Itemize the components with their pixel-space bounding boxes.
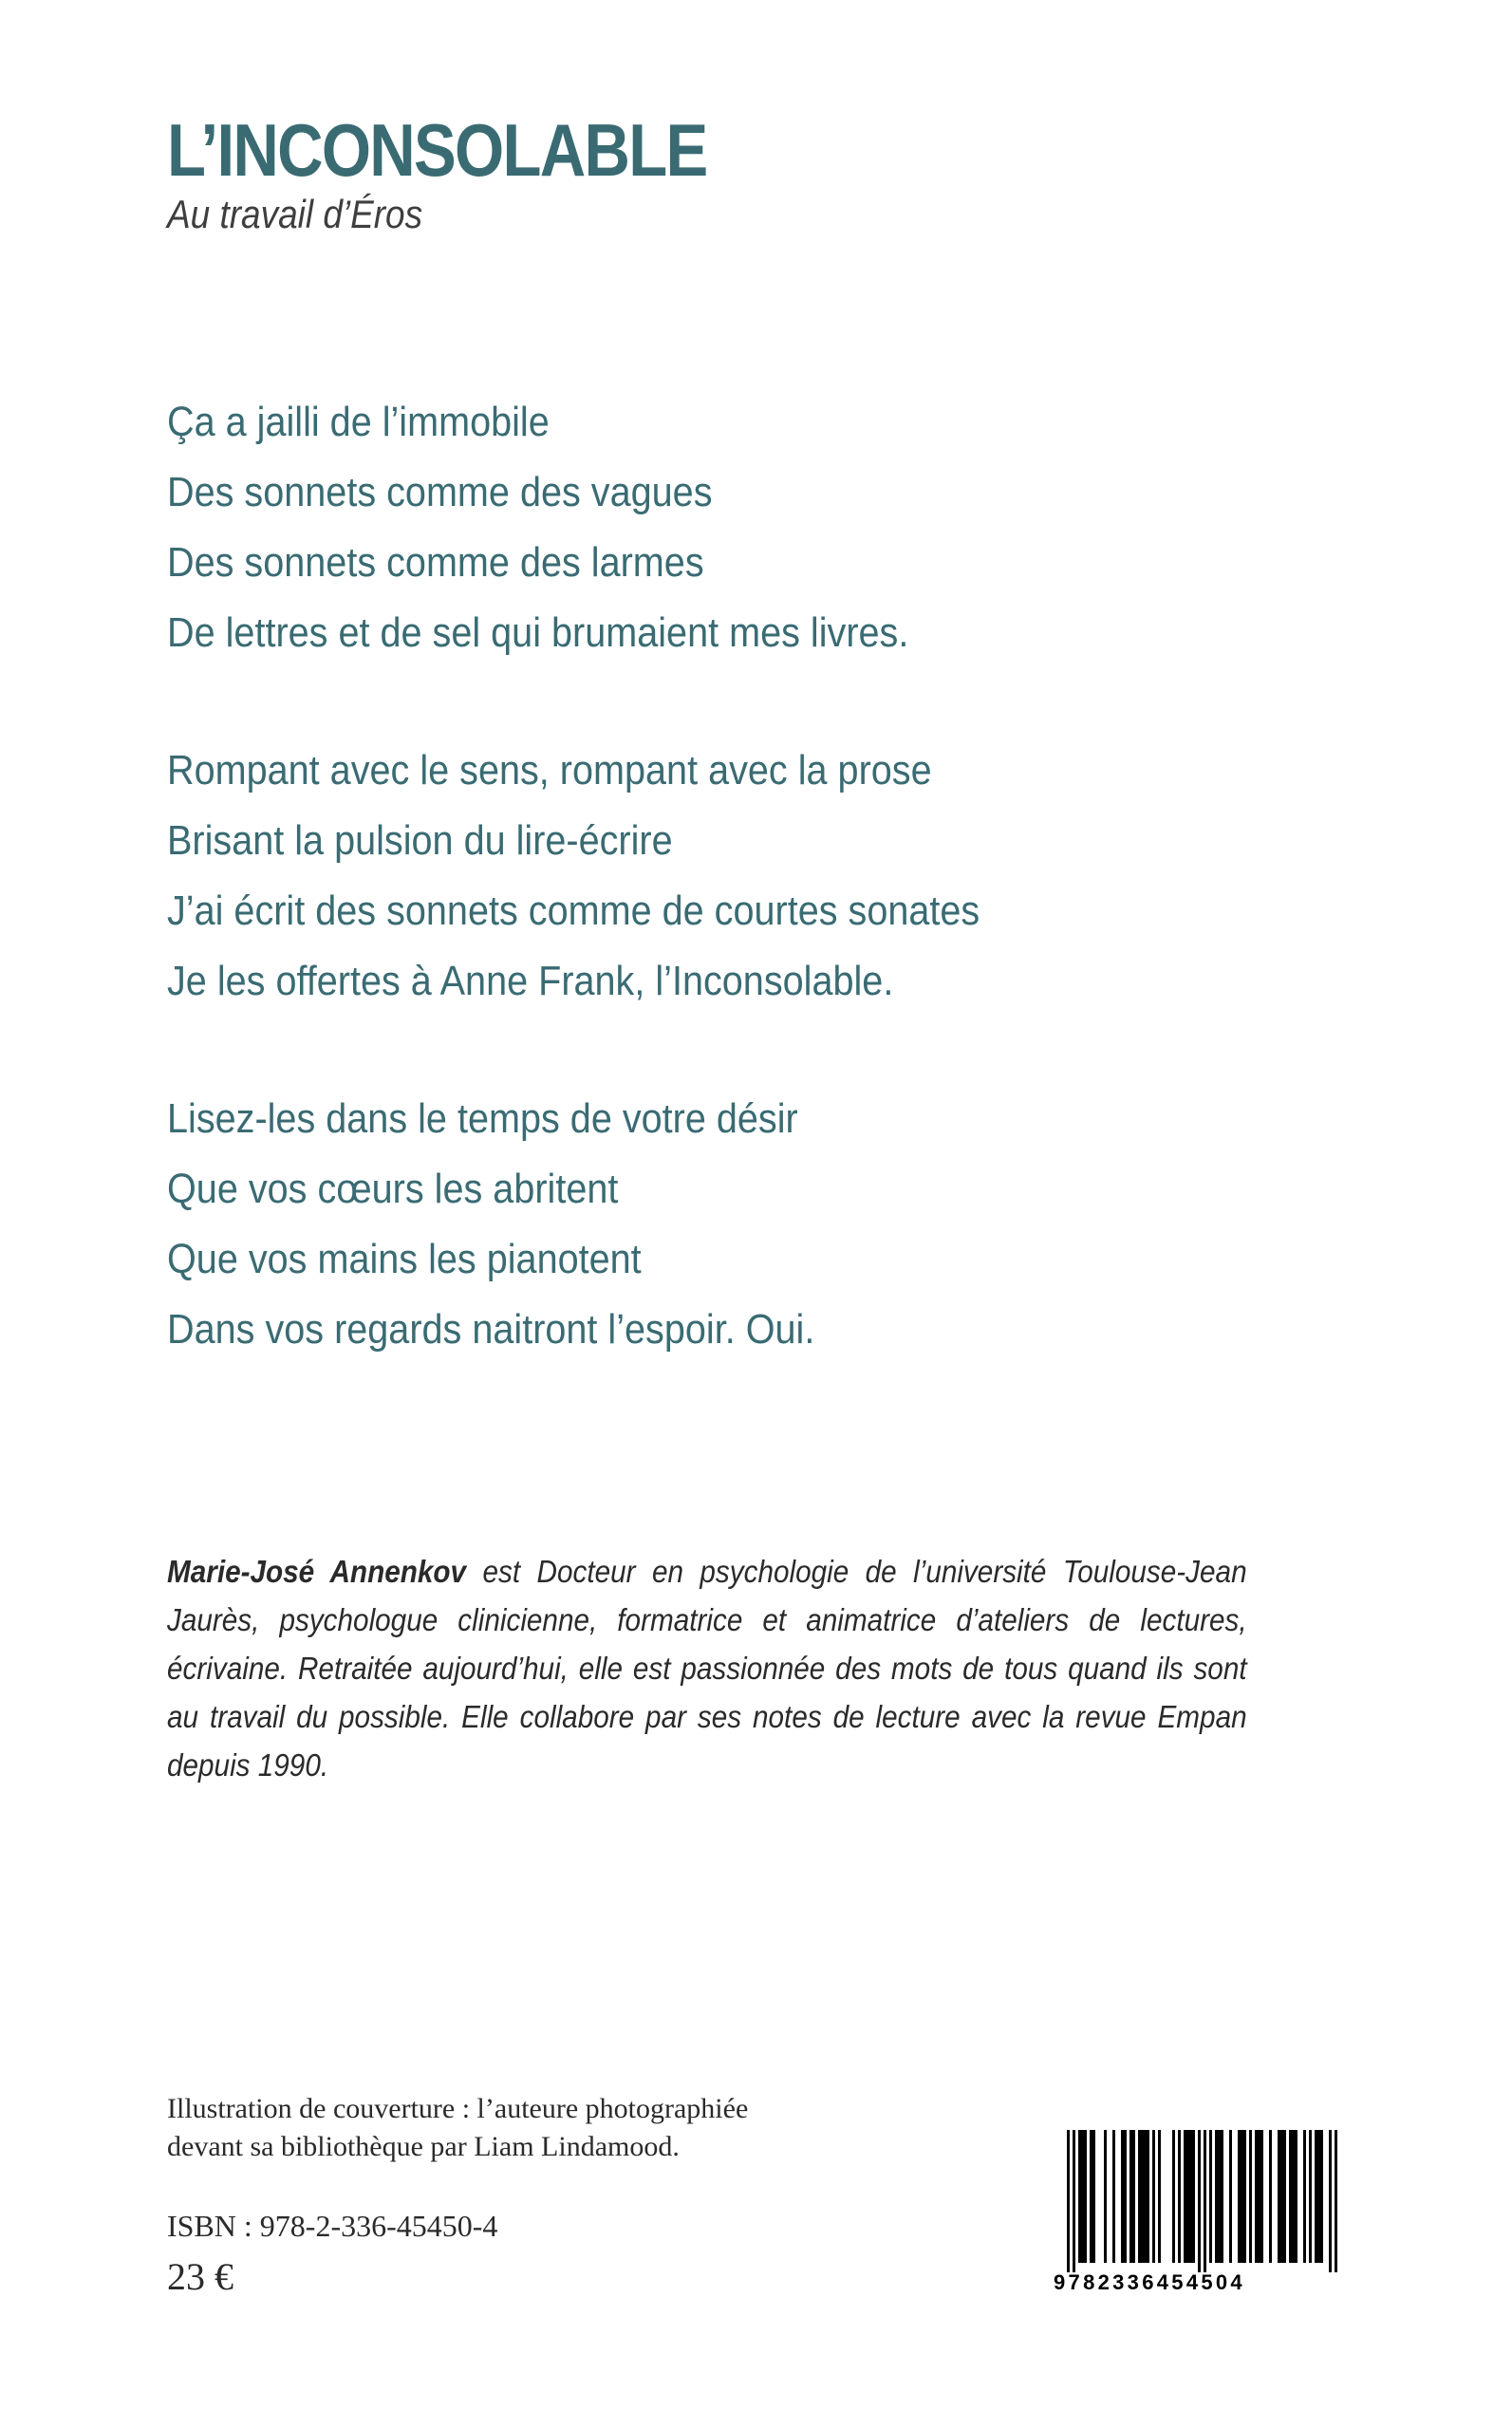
- poem-line: Dans vos regards naitront l’espoir. Oui.: [167, 1306, 815, 1353]
- barcode-digits: 9782336454504: [1054, 2270, 1245, 2294]
- book-title: L’INCONSOLABLE: [167, 108, 707, 192]
- author-bio: [167, 1547, 1247, 1789]
- poem: [167, 387, 1070, 1432]
- barcode-bar: [1067, 2130, 1070, 2272]
- isbn: ISBN : 978-2-336-45450-4: [167, 2209, 498, 2243]
- barcode: [1054, 2130, 1338, 2301]
- barcode-bar: [1335, 2130, 1337, 2272]
- barcode-bar: [1249, 2130, 1252, 2263]
- barcode-bar: [1138, 2130, 1149, 2263]
- poem-line: J’ai écrit des sonnets comme de courtes sonates: [167, 887, 980, 934]
- barcode-bar: [1112, 2130, 1115, 2263]
- poem-line: Je les offertes à Anne Frank, l’Inconsolable.: [167, 958, 894, 1004]
- poem-stanza: [167, 387, 1070, 668]
- barcode-bar: [1315, 2130, 1323, 2263]
- author-bio-text: est Docteur en psychologie de l’université Toulouse-Jean Jaurès, psychologue clinicienne, formatrice et animatrice d’ateliers de lectures, écrivaine. Retraitée aujourd’hui, elle est passionnée des mots de tous quand ils sont au travail du possible. Elle collabore par ses notes de lecture avec la revue Empan depuis 1990.: [167, 1554, 1247, 1783]
- barcode-bar: [1078, 2130, 1087, 2263]
- poem-line: Rompant avec le sens, rompant avec la prose: [167, 747, 932, 794]
- barcode-bar: [1303, 2130, 1306, 2263]
- barcode-bar: [1090, 2130, 1095, 2263]
- barcode-bar: [1129, 2130, 1135, 2263]
- poem-line: Que vos cœurs les abritent: [167, 1166, 619, 1212]
- barcode-bar: [1309, 2130, 1312, 2263]
- cover-credits: [167, 2090, 748, 2166]
- poem-stanza: [167, 736, 1070, 1017]
- barcode-bar: [1238, 2130, 1246, 2263]
- barcode-bar: [1172, 2130, 1175, 2263]
- barcode-bar: [1204, 2130, 1206, 2272]
- credits-line: devant sa bibliothèque par Liam Lindamood.: [167, 2131, 680, 2162]
- barcode-bars: [1054, 2130, 1338, 2272]
- barcode-bar: [1073, 2130, 1075, 2272]
- barcode-bar: [1278, 2130, 1286, 2263]
- barcode-bar: [1184, 2130, 1195, 2263]
- barcode-bar: [1178, 2130, 1181, 2263]
- barcode-bar: [1158, 2130, 1161, 2263]
- poem-line: Des sonnets comme des vagues: [167, 469, 713, 515]
- barcode-bar: [1269, 2130, 1272, 2263]
- poem-line: De lettres et de sel qui brumaient mes livres.: [167, 609, 909, 656]
- book-subtitle: Au travail d’Éros: [167, 192, 423, 236]
- price: 23 €: [167, 2255, 233, 2298]
- barcode-bar: [1104, 2130, 1107, 2263]
- credits-line: Illustration de couverture : l’auteure photographiée: [167, 2093, 749, 2124]
- poem-line: Brisant la pulsion du lire-écrire: [167, 817, 673, 864]
- barcode-bar: [1209, 2130, 1212, 2263]
- poem-line: Des sonnets comme des larmes: [167, 539, 704, 586]
- author-name: Marie-José Annenkov: [167, 1554, 467, 1589]
- barcode-bar: [1198, 2130, 1201, 2272]
- barcode-bar: [1329, 2130, 1332, 2272]
- barcode-bar: [1289, 2130, 1297, 2263]
- barcode-bar: [1121, 2130, 1127, 2263]
- poem-line: Lisez-les dans le temps de votre désir: [167, 1095, 798, 1142]
- barcode-bar: [1215, 2130, 1223, 2263]
- poem-line: Ça a jailli de l’immobile: [167, 399, 550, 445]
- barcode-bar: [1255, 2130, 1263, 2263]
- poem-line: Que vos mains les pianotent: [167, 1236, 642, 1282]
- barcode-bar: [1152, 2130, 1155, 2263]
- poem-stanza: [167, 1084, 1070, 1365]
- barcode-bar: [1229, 2130, 1232, 2263]
